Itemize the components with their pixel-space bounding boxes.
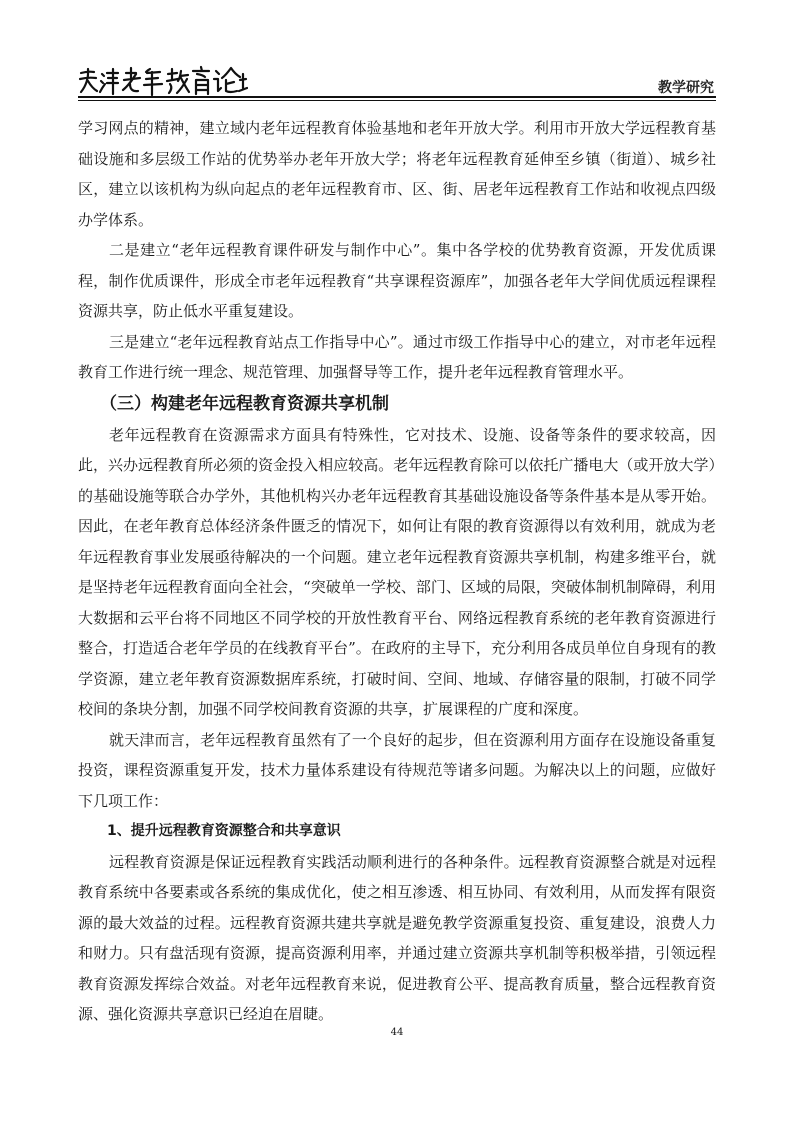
header-rule-thin xyxy=(78,100,716,101)
paragraph: 就天津而言，老年远程教育虽然有了一个良好的起步，但在资源利用方面存在设施设备重复投资，课程资源重复开发，技术力量体系建设有待规范等诸多问题。为解决以上的问题，应做好下几项工作： xyxy=(78,730,716,810)
page-number: 44 xyxy=(390,1027,404,1038)
section-label: 教学研究 xyxy=(658,80,714,96)
paragraph: 远程教育资源是保证远程教育实践活动顺利进行的各种条件。远程教育资源整合就是对远程教育系统中各要素或各系统的集成优化，使之相互渗透、相互协同、有效利用，从而发挥有限资源的最大效益的过程。远程教育资源共建共享就是避免教学资源重复投资、重复建设，浪费人力和财力。只有盘活现有资源，提高资源利用率，并通过建立资源共享机制等积极举措，引领远程教育资源发挥综合效益。对老年远程教育来说，促进教育公平、提高教育质量，整合远程教育资源、强化资源共享意识已经迫在眉睫。 xyxy=(78,852,716,1023)
journal-logo-calligraphy xyxy=(78,64,248,98)
article-body xyxy=(78,113,716,1030)
header-rule-thick xyxy=(78,96,716,98)
paragraph: 学习网点的精神，建立域内老年远程教育体验基地和老年开放大学。利用市开放大学远程教育基础设施和多层级工作站的优势举办老年开放大学；将老年远程教育延伸至乡镇（街道）、城乡社区，建立以该机构为纵向起点的老年远程教育市、区、街、居老年远程教育工作站和收视点四级办学体系。 xyxy=(78,119,716,229)
section-heading: （三）构建老年远程教育资源共享机制 xyxy=(100,393,389,414)
paragraph: 二是建立“老年远程教育课件研发与制作中心”。集中各学校的优势教育资源，开发优质课程，制作优质课件，形成全市老年远程教育“共享课程资源库”，加强各老年大学间优质远程课程资源共享，防止低水平重复建设。 xyxy=(78,241,716,320)
paragraph: 三是建立“老年远程教育站点工作指导中心”。通过市级工作指导中心的建立，对市老年远程教育工作进行统一理念、规范管理、加强督导等工作，提升老年远程教育管理水平。 xyxy=(78,332,716,381)
page-header xyxy=(78,62,716,102)
subsection-heading: 1、提升远程教育资源整合和共享意识 xyxy=(107,823,341,839)
paragraph: 老年远程教育在资源需求方面具有特殊性，它对技术、设施、设备等条件的要求较高，因此，兴办远程教育所必须的资金投入相应较高。老年远程教育除可以依托广播电大（或开放大学）的基础设施等联合办学外，其他机构兴办老年远程教育其基础设施设备等条件基本是从零开始。因此，在老年教育总体经济条件匮乏的情况下，如何让有限的教育资源得以有效利用，就成为老年远程教育事业发展亟待解决的一个问题。建立老年远程教育资源共享机制，构建多维平台，就是坚持老年远程教育面向全社会，“突破单一学校、部门、区域的局限，突破体制机制障碍，利用大数据和云平台将不同地区不同学校的开放性教育平台、网络远程教育系统的老年教育资源进行整合，打造适合老年学员的在线教育平台”。在政府的主导下，充分利用各成员单位自身现有的教学资源，建立老年教育资源数据库系统，打破时间、空间、地域、存储容量的限制，打破不同学校间的条块分割，加强不同学校间教育资源的共享，扩展课程的广度和深度。 xyxy=(78,425,716,718)
